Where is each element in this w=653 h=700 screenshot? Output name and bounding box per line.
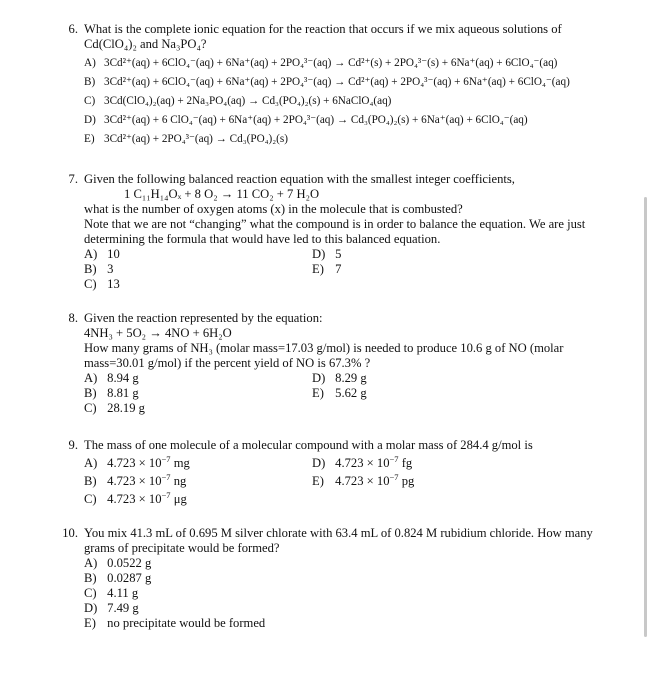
note-line-2: determining the formula that would have led to this balanced equation. xyxy=(84,232,441,246)
option-d[interactable]: D) 3Cd²⁺(aq) + 6 ClO₄⁻(aq) + 6Na⁺(aq) + 2PO₄³⁻(aq) → Cd₃(PO₄)₂(s) + 6Na⁺(aq) + 6ClO₄⁻(aq) xyxy=(84,114,528,126)
question-number: 8. xyxy=(68,311,78,325)
option-c[interactable]: C) 28.19 g xyxy=(84,401,145,415)
question-number: 9. xyxy=(68,438,78,452)
options-row-1 xyxy=(84,371,616,386)
question-stem: What is the complete ionic equation for the reaction that occurs if we mix aqueous solutions of Cd(ClO₄)₂ and Na₃PO₄? xyxy=(84,22,562,51)
question-body xyxy=(84,22,616,151)
question-stem: The mass of one molecule of a molecular compound with a molar mass of 284.4 g/mol is xyxy=(84,438,533,452)
option-c[interactable]: C) 4.11 g xyxy=(84,586,139,600)
option-c[interactable]: C) 13 xyxy=(84,277,120,291)
question-9 xyxy=(56,438,616,510)
options-row-3 xyxy=(84,401,616,416)
option-a[interactable]: A) 10 xyxy=(84,247,120,261)
question-body xyxy=(84,172,616,292)
options-row-3 xyxy=(84,277,616,292)
question-8 xyxy=(56,311,616,416)
option-e[interactable]: E) no precipitate would be formed xyxy=(84,616,266,630)
question-body xyxy=(84,311,616,416)
options-row-3 xyxy=(84,489,616,510)
question-stem-line-1: You mix 41.3 mL of 0.695 M silver chlorate with 63.4 mL of 0.824 M rubidium chloride. How many xyxy=(84,526,593,540)
option-b[interactable]: B) 8.81 g xyxy=(84,386,139,400)
question-stem: Given the following balanced reaction equation with the smallest integer coefficients, xyxy=(84,172,515,186)
option-c[interactable]: C) 3Cd(ClO₄)₂(aq) + 2Na₃PO₄(aq) → Cd₃(PO₄)₂(s) + 6NaClO₄(aq) xyxy=(84,95,392,107)
option-e[interactable]: E) 5.62 g xyxy=(312,386,367,400)
question-body xyxy=(84,438,616,510)
options-row-2 xyxy=(84,386,616,401)
question-number: 6. xyxy=(68,22,78,36)
option-e[interactable]: E) 3Cd²⁺(aq) + 2PO₄³⁻(aq) → Cd₃(PO₄)₂(s) xyxy=(84,133,288,145)
question-10 xyxy=(56,526,616,631)
question-text: what is the number of oxygen atoms (x) in the molecule that is combusted? xyxy=(84,202,463,216)
option-d[interactable]: D) $4.723 \times 10^{-7}$ fg xyxy=(312,453,413,470)
options-row-2 xyxy=(84,262,616,277)
reaction-equation: 1 C₁₁H₁₄Oₓ + 8 O₂ → 11 CO₂ + 7 H₂O xyxy=(124,187,320,201)
question-body xyxy=(84,526,616,631)
option-e[interactable]: E) $4.723 \times 10^{-7}$ pg xyxy=(312,471,415,488)
option-d[interactable]: D) 8.29 g xyxy=(312,371,367,385)
options-row-1 xyxy=(84,247,616,262)
option-d[interactable]: D) 7.49 g xyxy=(84,601,139,615)
question-6 xyxy=(56,22,616,151)
option-a[interactable]: A) 8.94 g xyxy=(84,371,139,385)
option-b[interactable]: B) 0.0287 g xyxy=(84,571,152,585)
question-stem: Given the reaction represented by the equation: xyxy=(84,311,323,325)
reaction-equation: 4NH₃ + 5O₂ → 4NO + 6H₂O xyxy=(84,326,232,340)
option-a[interactable]: A) 0.0522 g xyxy=(84,556,152,570)
question-text-line-1: How many grams of NH₃ (molar mass=17.03 g/mol) is needed to produce 10.6 g of NO (molar xyxy=(84,341,564,355)
option-a[interactable]: A) $4.723 \times 10^{-7}$ mg xyxy=(84,453,190,470)
question-7 xyxy=(56,172,616,292)
question-text-line-2: mass=30.01 g/mol) if the percent yield of NO is 67.3% ? xyxy=(84,356,371,370)
question-number: 7. xyxy=(68,172,78,186)
vertical-scrollbar[interactable] xyxy=(644,197,647,637)
question-stem-line-2: grams of precipitate would be formed? xyxy=(84,541,280,555)
option-a[interactable]: A) 3Cd²⁺(aq) + 6ClO₄⁻(aq) + 6Na⁺(aq) + 2PO₄³⁻(aq) → Cd²⁺(s) + 2PO₄³⁻(s) + 6Na⁺(aq) + 6ClO₄⁻(aq) xyxy=(84,57,558,69)
option-b[interactable]: B) 3 xyxy=(84,262,114,276)
option-c[interactable]: C) $4.723 \times 10^{-7}$ μg xyxy=(84,489,187,506)
note-line-1: Note that we are not “changing” what the compound is in order to balance the equation. We are just xyxy=(84,217,586,231)
option-b[interactable]: B) $4.723 \times 10^{-7}$ ng xyxy=(84,471,187,488)
option-b[interactable]: B) 3Cd²⁺(aq) + 6ClO₄⁻(aq) + 6Na⁺(aq) + 2PO₄³⁻(aq) → Cd²⁺(aq) + 2PO₄³⁻(aq) + 6Na⁺(aq) + 6ClO₄⁻(aq) xyxy=(84,76,570,88)
question-number: 10. xyxy=(62,526,78,540)
option-d[interactable]: D) 5 xyxy=(312,247,342,261)
option-e[interactable]: E) 7 xyxy=(312,262,342,276)
